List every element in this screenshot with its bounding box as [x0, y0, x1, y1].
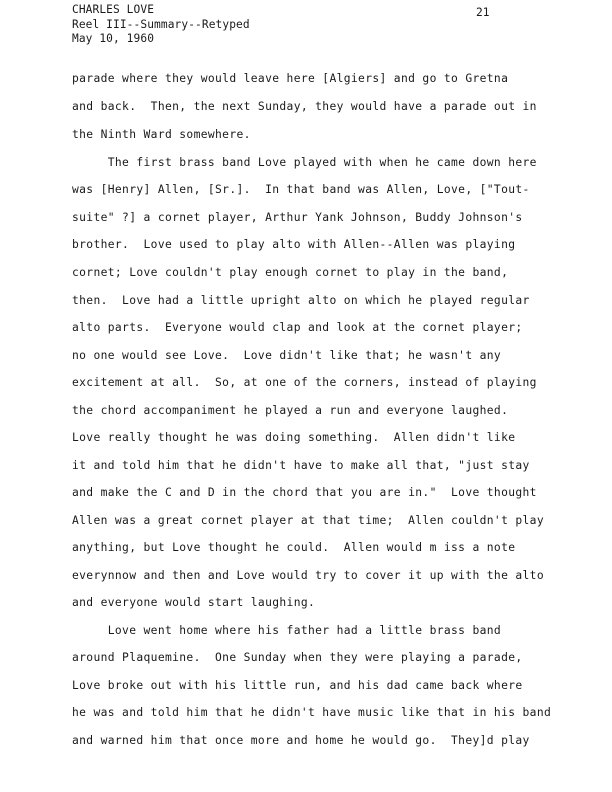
text-line: the chord accompaniment he played a run and everyone laughed. — [72, 404, 509, 417]
text-line: and everyone would start laughing. — [72, 596, 316, 609]
text-line: it and told him that he didn't have to make all that, "just stay — [72, 459, 530, 472]
header-name: CHARLES LOVE — [72, 3, 155, 16]
text-line: Love broke out with his little run, and his dad came back where — [72, 679, 523, 692]
text-line: no one would see Love. Love didn't like that; he wasn't any — [72, 349, 502, 362]
header-date: May 10, 1960 — [72, 32, 155, 45]
text-line: alto parts. Everyone would clap and look at the cornet player; — [72, 321, 523, 334]
text-line: parade where they would leave here [Algiers] and go to Gretna — [72, 72, 509, 85]
text-line: cornet; Love couldn't play enough cornet to play in the band, — [72, 266, 509, 279]
text-line: was [Henry] Allen, [Sr.]. In that band was Allen, Love, ["Tout- — [72, 183, 530, 196]
text-line: suite" ?] a cornet player, Arthur Yank Johnson, Buddy Johnson's — [72, 211, 523, 224]
text-line: The first brass band Love played with when he came down here — [72, 156, 537, 169]
text-line: brother. Love used to play alto with Allen--Allen was playing — [72, 238, 516, 251]
text-line: around Plaquemine. One Sunday when they were playing a parade, — [72, 651, 523, 664]
page-header — [72, 3, 250, 47]
text-line: the Ninth Ward somewhere. — [72, 128, 251, 141]
text-line: excitement at all. So, at one of the corners, instead of playing — [72, 376, 537, 389]
text-line: and back. Then, the next Sunday, they would have a parade out in — [72, 100, 537, 113]
text-line: Love went home where his father had a little brass band — [72, 624, 502, 637]
text-line: anything, but Love thought he could. Allen would m iss a note — [72, 541, 516, 554]
text-line: Love really thought he was doing something. Allen didn't like — [72, 431, 516, 444]
header-reel: Reel III--Summary--Retyped — [72, 17, 250, 31]
text-line: and make the C and D in the chord that you are in." Love thought — [72, 486, 537, 499]
text-line: and warned him that once more and home he would go. They]d play — [72, 734, 530, 747]
page-number: 21 — [476, 6, 490, 19]
text-line: he was and told him that he didn't have music like that in his band — [72, 706, 552, 719]
text-line: Allen was a great cornet player at that time; Allen couldn't play — [72, 514, 544, 527]
text-line: everynnow and then and Love would try to cover it up with the alto — [72, 569, 544, 582]
text-line: then. Love had a little upright alto on which he played regular — [72, 294, 530, 307]
